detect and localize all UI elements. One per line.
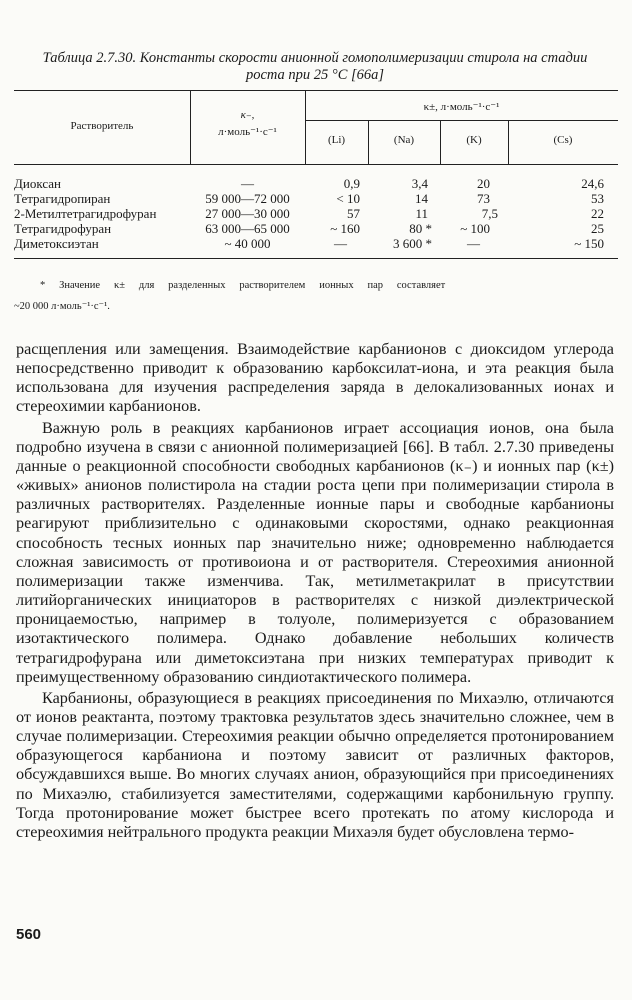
cell-li: ~ 160 bbox=[330, 221, 360, 236]
cell-na: 80 * bbox=[409, 221, 432, 236]
cell-solvent: Диметоксиэтан bbox=[14, 236, 99, 251]
cell-li: — bbox=[334, 236, 347, 251]
cell-cs: 25 bbox=[591, 221, 604, 236]
cell-k-minus: ~ 40 000 bbox=[224, 236, 271, 251]
cell-k-minus: 59 000—72 000 bbox=[205, 191, 290, 206]
cell-li: 57 bbox=[347, 206, 360, 221]
table-footnote: * Значение κ± для разделенных растворителем ионных пар составляет bbox=[40, 280, 446, 291]
cell-na: 3 600 * bbox=[393, 236, 432, 251]
header-k-pm: κ±, л·моль⁻¹·с⁻¹ bbox=[423, 101, 500, 113]
cell-solvent: 2-Метилтетрагидрофуран bbox=[14, 206, 157, 221]
paragraph: Важную роль в реакциях карбанионов играет ассоциация ионов, она была подробно изучена в связи с анионной полимеризацией [66]. В табл. 2.7.30 приведены данные о реакционной способности свободных карбанионов (κ₋) и ионных пар (κ±) «живых» анионов полистирола на стадии роста цепи при полимеризации стирола в различных растворителях. Разделенные ионные пары и свободные карбанионы реагируют приблизительно с одинаковыми скоростями, однако реакционная способность тесных ионных пар значительно ниже; одновременно наблюдается сложная зависимость от противоиона и от растворителя. Стереохимия анионной полимеризации также изменчива. Так, метилметакрилат в присутствии литийорганических инициаторов в растворителях с низкой диэлектрической проницаемостью, например в толуоле, полимеризуется с образованием изотактического полимера. Однако добавление небольших количеств тетрагидрофурана или диметоксиэтана при низких температурах приводит к преимущественному образованию синдиотактического полимера. bbox=[16, 418, 614, 686]
cell-solvent: Диоксан bbox=[14, 176, 61, 191]
cell-k: 20 bbox=[477, 176, 490, 191]
header-cation-cs: (Cs) bbox=[553, 134, 573, 146]
header-cation-li: (Li) bbox=[327, 134, 346, 146]
cell-li: < 10 bbox=[336, 191, 360, 206]
header-solvent: Растворитель bbox=[70, 120, 134, 132]
table-subheader-rule bbox=[305, 120, 618, 121]
cell-solvent: Тетрагидропиран bbox=[14, 191, 111, 206]
cell-cs: 24,6 bbox=[581, 176, 604, 191]
table-bottom-rule bbox=[14, 258, 618, 259]
body-text bbox=[16, 340, 614, 842]
header-cation-k: (K) bbox=[466, 134, 482, 146]
header-k-minus-units: л·моль⁻¹·с⁻¹ bbox=[218, 126, 277, 138]
cell-cs: ~ 150 bbox=[574, 236, 604, 251]
cell-k: 7,5 bbox=[481, 206, 498, 221]
cell-k-minus: 63 000—65 000 bbox=[205, 221, 290, 236]
paragraph: расщепления или замещения. Взаимодействие карбанионов с диоксидом углерода непосредственно приводит к образованию карбоксилат-иона, и эта реакция была использована для изучения распределения заряда в делокализованных ионах и стереохимии карбанионов. bbox=[16, 340, 614, 416]
cell-k: — bbox=[467, 236, 480, 251]
table-footnote-cont: ~20 000 л·моль⁻¹·с⁻¹. bbox=[14, 301, 110, 312]
cell-na: 3,4 bbox=[411, 176, 428, 191]
cell-solvent: Тетрагидрофуран bbox=[14, 221, 112, 236]
paragraph: Карбанионы, образующиеся в реакциях присоединения по Михаэлю, отличаются от ионов реактанта, поэтому трактовка результатов здесь значительно сложнее, чем в случае полимеризации. Стереохимия реакции обычно определяется протонированием образующегося карбаниона и поэтому зависит от различных факторов, обсуждавшихся выше. Во многих случаях анион, образующийся при присоединениях по Михаэлю, стабилизуется заместителями, содержащими карбонильную группу. Тогда протонирование может быстрее всего протекать по атому кислорода и стереохимия нейтрального продукта реакции Михаэля будет обусловлена термо- bbox=[16, 688, 614, 841]
header-cation-na: (Na) bbox=[393, 134, 415, 146]
cell-na: 14 bbox=[415, 191, 428, 206]
cell-na: 11 bbox=[415, 206, 428, 221]
cell-cs: 53 bbox=[591, 191, 604, 206]
cell-k: 73 bbox=[477, 191, 490, 206]
table-header-rule bbox=[14, 164, 618, 165]
cell-cs: 22 bbox=[591, 206, 604, 221]
table-top-rule bbox=[14, 90, 618, 91]
table-caption: Таблица 2.7.30. Константы скорости анионной гомополимеризации стирола на стадии роста при 25 °С [66а] bbox=[42, 50, 588, 83]
cell-li: 0,9 bbox=[343, 176, 360, 191]
cell-k-minus: 27 000—30 000 bbox=[205, 206, 290, 221]
page-number: 560 bbox=[16, 926, 42, 943]
cell-k-minus: — bbox=[241, 176, 254, 191]
header-k-minus: κ₋, bbox=[240, 109, 255, 121]
cell-k: ~ 100 bbox=[460, 221, 490, 236]
